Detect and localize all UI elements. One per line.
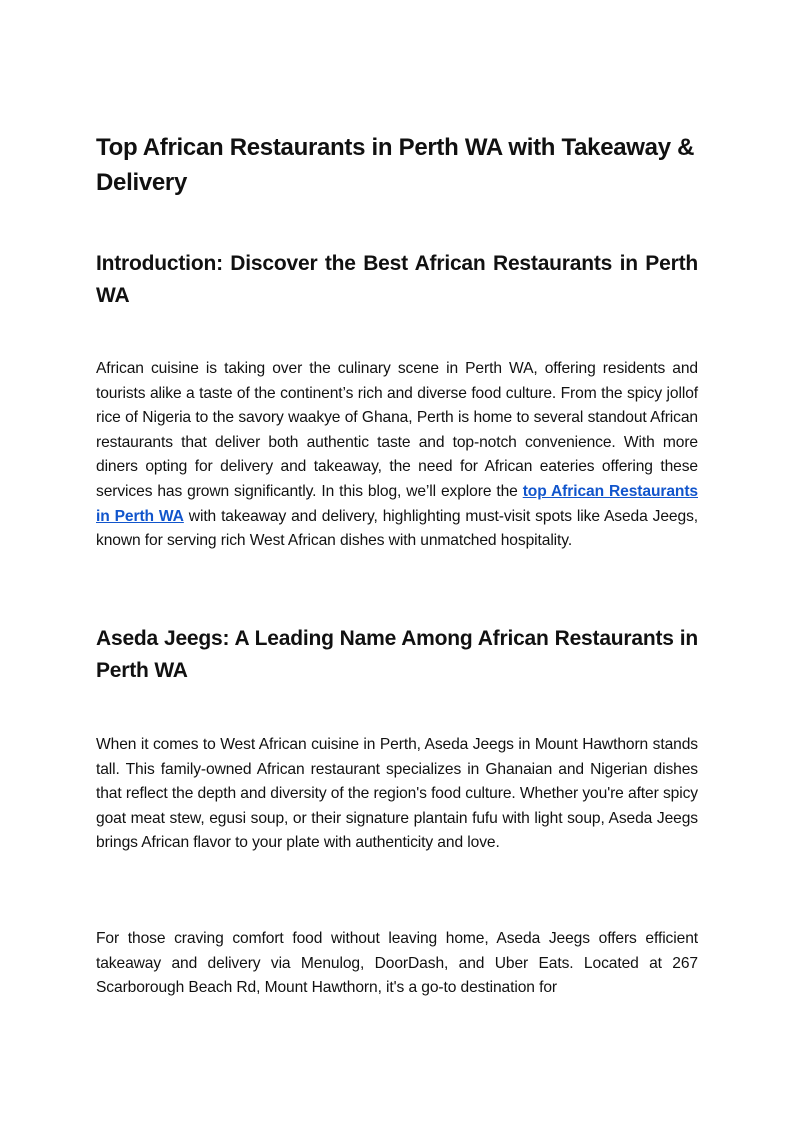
intro-paragraph [96,357,698,554]
aseda-jeegs-paragraph-2: For those craving comfort food without leaving home, Aseda Jeegs offers efficient takeaway and delivery via Menulog, DoorDash, and Uber Eats. Located at 267 Scarborough Beach Rd, Mount Hawthorn, it's a go-to destination for [96,930,698,997]
document-title: Top African Restaurants in Perth WA with Takeaway & Delivery [96,134,695,196]
aseda-jeegs-paragraph-1: When it comes to West African cuisine in Perth, Aseda Jeegs in Mount Hawthorn stands tall. This family-owned African restaurant specializes in Ghanaian and Nigerian dishes that reflect the depth and diversity of the region's food culture. Whether you're after spicy goat meat stew, egusi soup, or their signature plantain fufu with light soup, Aseda Jeegs brings African flavor to your plate with authenticity and love. [96,736,698,852]
top-african-restaurants-link[interactable]: top African Restaurants in Perth WA [96,482,698,525]
intro-text-before-link: African cuisine is taking over the culinary scene in Perth WA, offering residents and tourists alike a taste of the continent’s rich and diverse food culture. From the spicy jollof rice of Nigeria to the savory waakye of Ghana, Perth is home to several standout African restaurants that deliver both authentic taste and top-notch convenience. With more diners opting for delivery and takeaway, the need for African eateries offering these services has grown significantly. In this blog, we’ll explore the [96,360,698,500]
intro-text-after-link: with takeaway and delivery, highlighting must-visit spots like Aseda Jeegs, known for serving rich West African dishes with unmatched hospitality. [96,507,698,550]
section-heading-introduction: Introduction: Discover the Best African Restaurants in Perth WA [96,252,698,307]
section-heading-aseda-jeegs: Aseda Jeegs: A Leading Name Among African Restaurants in Perth WA [96,627,698,682]
